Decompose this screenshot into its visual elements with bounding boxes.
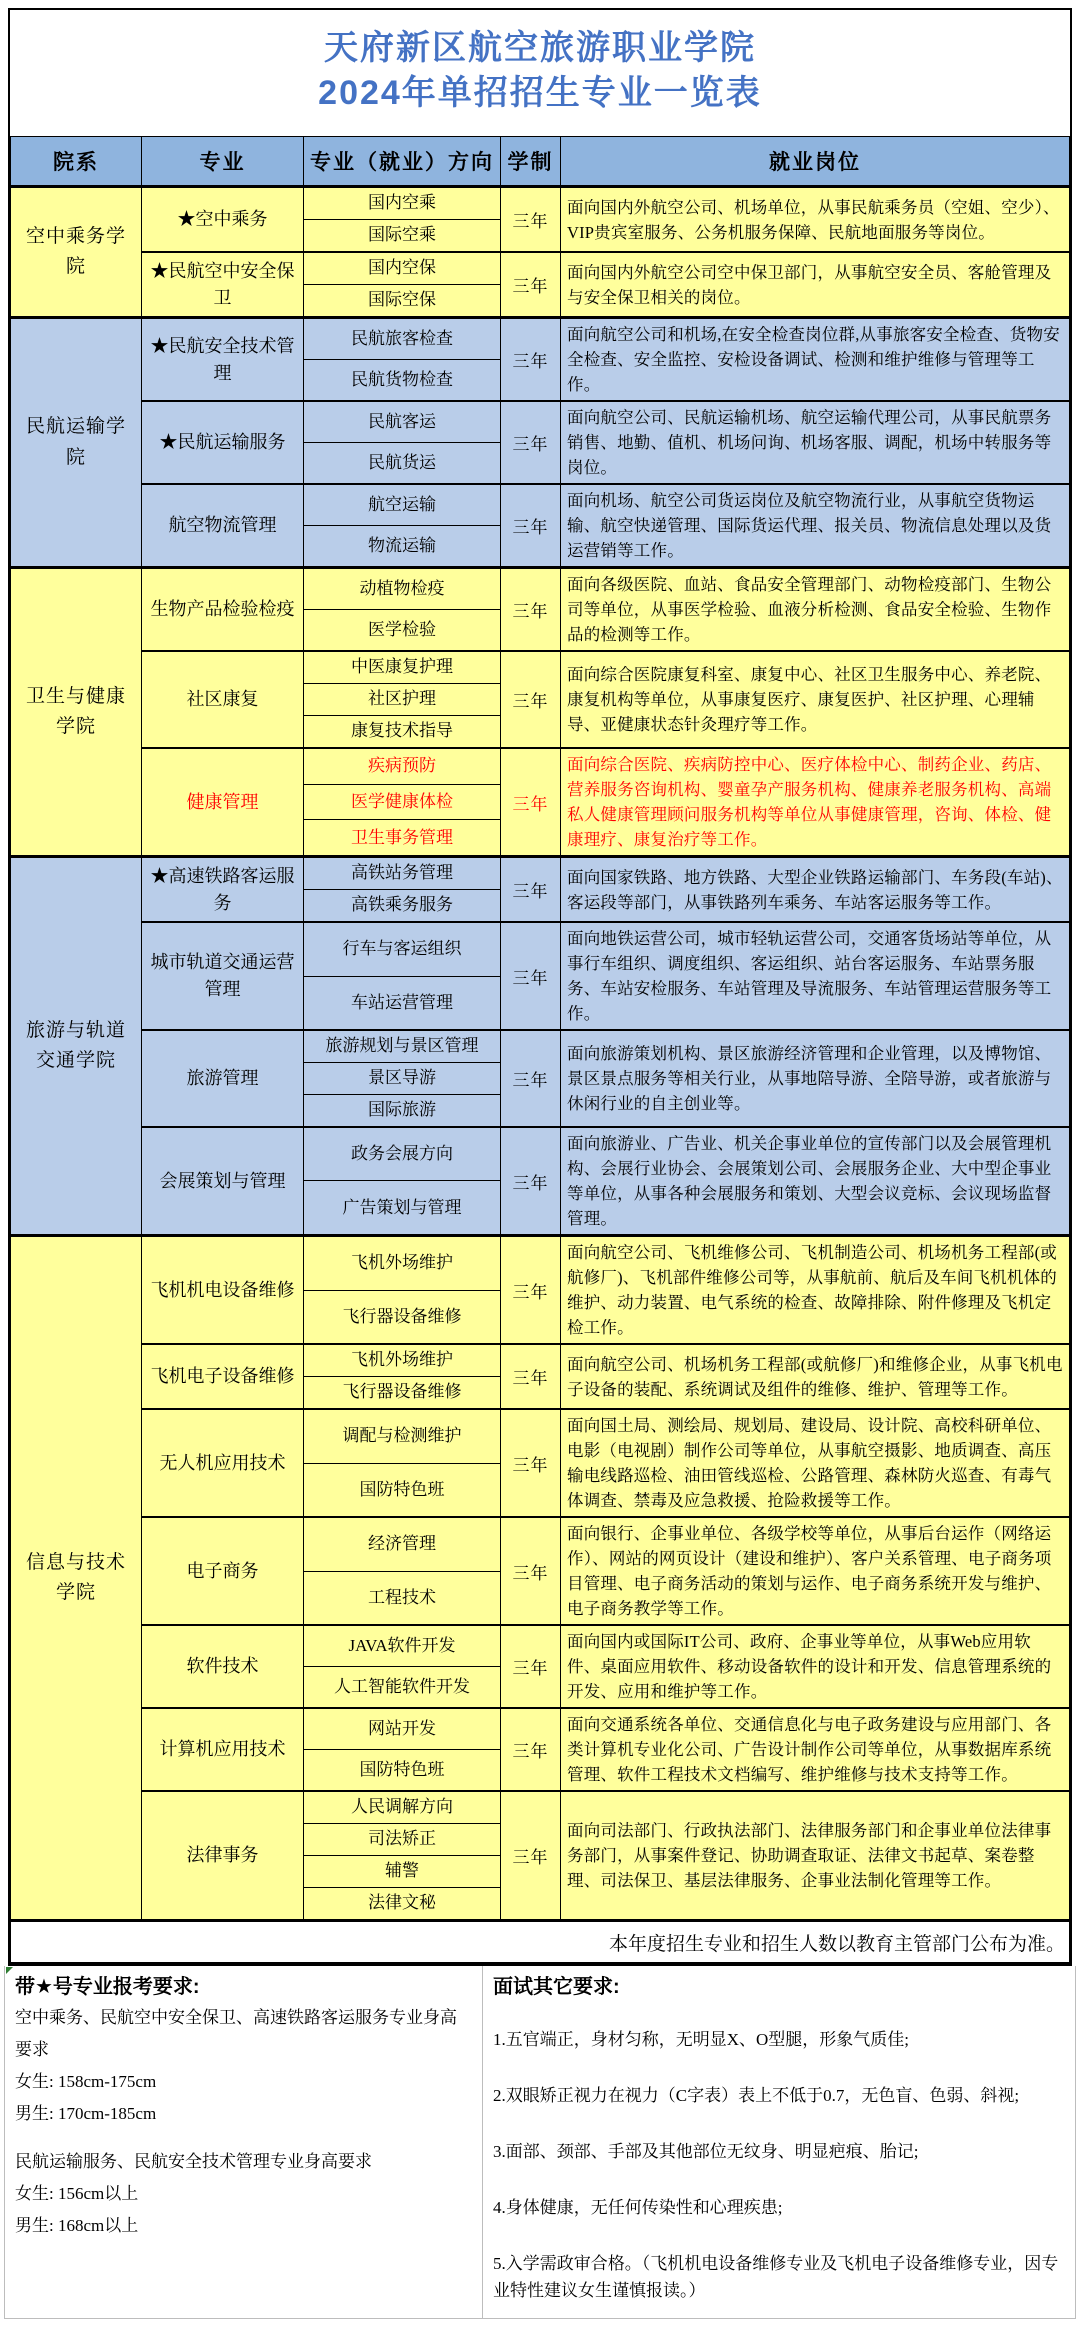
star-requirements-title: 带★号专业报考要求: <box>15 1976 200 1998</box>
jobs-cell: 面向航空公司、民航运输机场、航空运输代理公司，从事民航票务销售、地勤、值机、机场问询、机场客服、调配，机场中转服务等岗位。 <box>561 401 1070 484</box>
direction-cell: 民航货运 <box>304 443 501 485</box>
page-title-line2: 2024年单招招生专业一览表 <box>318 74 762 112</box>
page-title-line1: 天府新区航空旅游职业学院 <box>324 29 756 67</box>
footer-note: 本年度招生专业和招生人数以教育主管部门公布为准。 <box>11 1921 1070 1964</box>
direction-cell: 高铁站务管理 <box>304 857 501 890</box>
major-cell: 软件技术 <box>142 1625 304 1708</box>
star-major-requirements <box>5 1966 483 2318</box>
excel-corner-marker-icon <box>6 1967 13 1974</box>
jobs-cell: 面向国内或国际IT公司、政府、企事业等单位，从事Web应用软件、桌面应用软件、移动设备软件的设计和开发、信息管理系统的开发、应用和维护等工作。 <box>561 1625 1070 1708</box>
major-cell: ★民航空中安全保卫 <box>142 252 304 318</box>
table-row <box>11 187 1070 220</box>
jobs-cell: 面向各级医院、血站、食品安全管理部门、动物检疫部门、生物公司等单位，从事医学检验、血液分析检测、食品安全检验、生物作品的检测等工作。 <box>561 568 1070 652</box>
direction-cell: 飞行器设备维修 <box>304 1290 501 1344</box>
college-cell: 民航运输学院 <box>11 318 142 568</box>
table-row <box>11 651 1070 684</box>
interview-requirement-item: 2.双眼矫正视力在视力（C字表）表上不低于0.7，无色盲、色弱、斜视; <box>493 2086 1020 2105</box>
table-row <box>11 401 1070 443</box>
duration-cell: 三年 <box>501 748 561 857</box>
major-cell: 电子商务 <box>142 1517 304 1625</box>
jobs-cell: 面向银行、企事业单位、各级学校等单位，从事后台运作（网络运作）、网站的网页设计（建设和维护）、客户关系管理、电子商务项目管理、电子商务活动的策划与运作、电子商务系统开发与维护、电子商务教学等工作。 <box>561 1517 1070 1625</box>
duration-cell: 三年 <box>501 1625 561 1708</box>
table-row <box>11 484 1070 525</box>
major-cell: 法律事务 <box>142 1791 304 1921</box>
table-row <box>11 748 1070 784</box>
table-row <box>11 252 1070 285</box>
direction-cell: 行车与客运组织 <box>304 922 501 976</box>
direction-cell: 网站开发 <box>304 1708 501 1750</box>
table-row <box>11 1708 1070 1750</box>
direction-cell: 国内空保 <box>304 252 501 285</box>
jobs-cell: 面向综合医院、疾病防控中心、医疗体检中心、制药企业、药店、营养服务咨询机构、婴童孕产服务机构、健康养老服务机构、高端私人健康管理顾问服务机构等单位从事健康管理，咨询、体检、健康理疗、康复治疗等工作。 <box>561 748 1070 857</box>
height-requirement-line: 男生: 168cm以上 <box>15 2216 139 2235</box>
major-cell: 健康管理 <box>142 748 304 857</box>
direction-cell: 调配与检测维护 <box>304 1409 501 1463</box>
direction-cell: JAVA软件开发 <box>304 1625 501 1667</box>
major-cell: 生物产品检验检疫 <box>142 568 304 652</box>
direction-cell: 国际空保 <box>304 285 501 318</box>
direction-cell: 司法矫正 <box>304 1824 501 1856</box>
major-cell: ★民航安全技术管理 <box>142 318 304 402</box>
page <box>0 8 1080 2319</box>
major-cell: 旅游管理 <box>142 1030 304 1127</box>
major-cell: ★高速铁路客运服务 <box>142 857 304 923</box>
enrollment-table-sheet <box>8 8 1072 1966</box>
header-college: 院系 <box>11 137 142 187</box>
direction-cell: 法律文秘 <box>304 1888 501 1921</box>
major-cell: ★空中乘务 <box>142 187 304 253</box>
college-cell: 旅游与轨道交通学院 <box>11 857 142 1236</box>
major-cell: 社区康复 <box>142 651 304 748</box>
direction-cell: 中医康复护理 <box>304 651 501 684</box>
direction-cell: 航空运输 <box>304 484 501 525</box>
jobs-cell: 面向机场、航空公司货运岗位及航空物流行业，从事航空货物运输、航空快递管理、国际货运代理、报关员、物流信息处理以及货运营销等工作。 <box>561 484 1070 568</box>
major-cell: 飞机机电设备维修 <box>142 1236 304 1345</box>
direction-cell: 民航旅客检查 <box>304 318 501 360</box>
college-cell: 卫生与健康学院 <box>11 568 142 857</box>
direction-cell: 民航货物检查 <box>304 360 501 401</box>
direction-cell: 医学检验 <box>304 610 501 651</box>
direction-cell: 旅游规划与景区管理 <box>304 1030 501 1063</box>
direction-cell: 康复技术指导 <box>304 716 501 749</box>
duration-cell: 三年 <box>501 187 561 253</box>
duration-cell: 三年 <box>501 401 561 484</box>
duration-cell: 三年 <box>501 651 561 748</box>
header-duration: 学制 <box>501 137 561 187</box>
direction-cell: 景区导游 <box>304 1063 501 1095</box>
table-row <box>11 857 1070 890</box>
height-requirement-line: 女生: 156cm以上 <box>15 2184 139 2203</box>
direction-cell: 广告策划与管理 <box>304 1181 501 1236</box>
direction-cell: 物流运输 <box>304 525 501 567</box>
direction-cell: 民航客运 <box>304 401 501 443</box>
duration-cell: 三年 <box>501 1344 561 1409</box>
jobs-cell: 面向航空公司、飞机维修公司、飞机制造公司、机场机务工程部(或航修厂)、飞机部件维修公司等，从事航前、航后及车间飞机机体的维护、动力装置、电气系统的检查、故障排除、附件修理及飞机定检工作。 <box>561 1236 1070 1345</box>
jobs-cell: 面向国土局、测绘局、规划局、建设局、设计院、高校科研单位、电影（电视剧）制作公司等单位，从事航空摄影、地质调查、高压输电线路巡检、油田管线巡检、公路管理、森林防火巡查、有毒气体调查、禁毒及应急救援、抢险救援等工作。 <box>561 1409 1070 1517</box>
duration-cell: 三年 <box>501 1409 561 1517</box>
major-cell: 无人机应用技术 <box>142 1409 304 1517</box>
table-row <box>11 1791 1070 1824</box>
table-row <box>11 1344 1070 1377</box>
table-row <box>11 318 1070 360</box>
duration-cell: 三年 <box>501 1030 561 1127</box>
direction-cell: 国防特色班 <box>304 1750 501 1792</box>
jobs-cell: 面向司法部门、行政执法部门、法律服务部门和企事业单位法律事务部门，从事案件登记、协助调查取证、法律文书起草、案卷整理、司法保卫、基层法律服务、企事业法制化管理等工作。 <box>561 1791 1070 1921</box>
direction-cell: 飞行器设备维修 <box>304 1377 501 1410</box>
table-row <box>11 1409 1070 1463</box>
direction-cell: 人工智能软件开发 <box>304 1667 501 1709</box>
table-row <box>11 922 1070 976</box>
table-row <box>11 1517 1070 1571</box>
duration-cell: 三年 <box>501 1708 561 1791</box>
table-footer-row <box>11 1921 1070 1964</box>
direction-cell: 国际旅游 <box>304 1095 501 1128</box>
height-requirement-line: 民航运输服务、民航安全技术管理专业身高要求 <box>15 2152 372 2171</box>
duration-cell: 三年 <box>501 1791 561 1921</box>
direction-cell: 国防特色班 <box>304 1463 501 1517</box>
header-jobs: 就业岗位 <box>561 137 1070 187</box>
direction-cell: 国际空乘 <box>304 220 501 253</box>
major-cell: 计算机应用技术 <box>142 1708 304 1791</box>
height-requirement-line: 女生: 158cm-175cm <box>15 2072 157 2091</box>
direction-cell: 经济管理 <box>304 1517 501 1571</box>
direction-cell: 人民调解方向 <box>304 1791 501 1824</box>
jobs-cell: 面向航空公司和机场,在安全检查岗位群,从事旅客安全检查、货物安全检查、安全监控、安检设备调试、检测和维护维修与管理等工作。 <box>561 318 1070 402</box>
interview-requirement-item: 3.面部、颈部、手部及其他部位无纹身、明显疤痕、胎记; <box>493 2142 919 2161</box>
major-cell: ★民航运输服务 <box>142 401 304 484</box>
interview-requirement-item: 4.身体健康，无任何传染性和心理疾患; <box>493 2198 783 2217</box>
direction-cell: 国内空乘 <box>304 187 501 220</box>
duration-cell: 三年 <box>501 922 561 1030</box>
direction-cell: 动植物检疫 <box>304 568 501 610</box>
direction-cell: 车站运营管理 <box>304 976 501 1030</box>
direction-cell: 疾病预防 <box>304 748 501 784</box>
majors-table <box>10 136 1070 1964</box>
jobs-cell: 面向国内外航空公司空中保卫部门，从事航空安全员、客舱管理及与安全保卫相关的岗位。 <box>561 252 1070 318</box>
duration-cell: 三年 <box>501 857 561 923</box>
header-direction: 专业（就业）方向 <box>304 137 501 187</box>
major-cell: 城市轨道交通运营管理 <box>142 922 304 1030</box>
table-row <box>11 1236 1070 1291</box>
duration-cell: 三年 <box>501 252 561 318</box>
jobs-cell: 面向综合医院康复科室、康复中心、社区卫生服务中心、养老院、康复机构等单位，从事康复医疗、康复医护、社区护理、心理辅导、亚健康状态针灸理疗等工作。 <box>561 651 1070 748</box>
table-row <box>11 568 1070 610</box>
major-cell: 飞机电子设备维修 <box>142 1344 304 1409</box>
interview-requirements <box>483 1966 1075 2318</box>
direction-cell: 飞机外场维护 <box>304 1236 501 1291</box>
direction-cell: 飞机外场维护 <box>304 1344 501 1377</box>
duration-cell: 三年 <box>501 1236 561 1345</box>
direction-cell: 医学健康体检 <box>304 784 501 820</box>
table-row <box>11 1127 1070 1181</box>
duration-cell: 三年 <box>501 568 561 652</box>
requirements-notes <box>4 1966 1076 2319</box>
direction-cell: 工程技术 <box>304 1571 501 1625</box>
jobs-cell: 面向国家铁路、地方铁路、大型企业铁路运输部门、车务段(车站)、客运段等部门，从事铁路列车乘务、车站客运服务等工作。 <box>561 857 1070 923</box>
table-row <box>11 1030 1070 1063</box>
page-title <box>10 10 1070 136</box>
table-row <box>11 1625 1070 1667</box>
direction-cell: 高铁乘务服务 <box>304 890 501 923</box>
height-requirement-line: 空中乘务、民航空中安全保卫、高速铁路客运服务专业身高要求 <box>15 2008 457 2059</box>
interview-requirement-item: 1.五官端正，身材匀称，无明显X、O型腿，形象气质佳; <box>493 2030 910 2049</box>
major-cell: 会展策划与管理 <box>142 1127 304 1236</box>
jobs-cell: 面向旅游业、广告业、机关企事业单位的宣传部门以及会展管理机构、会展行业协会、会展策划公司、会展服务企业、大中型企事业等单位，从事各种会展服务和策划、大型会议竞标、会议现场监督管理。 <box>561 1127 1070 1236</box>
jobs-cell: 面向旅游策划机构、景区旅游经济管理和企业管理，以及博物馆、景区景点服务等相关行业，从事地陪导游、全陪导游，或者旅游与休闲行业的自主创业等。 <box>561 1030 1070 1127</box>
direction-cell: 社区护理 <box>304 684 501 716</box>
table-header-row <box>11 137 1070 187</box>
jobs-cell: 面向交通系统各单位、交通信息化与电子政务建设与应用部门、各类计算机专业化公司、广告设计制作公司等单位，从事数据库系统管理、软件工程技术文档编写、维护维修与技术支持等工作。 <box>561 1708 1070 1791</box>
interview-requirements-title: 面试其它要求: <box>493 1976 620 1998</box>
duration-cell: 三年 <box>501 484 561 568</box>
jobs-cell: 面向航空公司、机场机务工程部(或航修厂)和维修企业，从事飞机电子设备的装配、系统调试及组件的维修、维护、管理等工作。 <box>561 1344 1070 1409</box>
duration-cell: 三年 <box>501 1517 561 1625</box>
major-cell: 航空物流管理 <box>142 484 304 568</box>
height-requirement-line <box>15 2130 472 2146</box>
college-cell: 空中乘务学院 <box>11 187 142 318</box>
college-cell: 信息与技术学院 <box>11 1236 142 1921</box>
height-requirement-line: 男生: 170cm-185cm <box>15 2104 157 2123</box>
interview-requirement-item: 5.入学需政审合格。（飞机机电设备维修专业及飞机电子设备维修专业，因专业特性建议女生谨慎报读。） <box>493 2254 1059 2300</box>
jobs-cell: 面向国内外航空公司、机场单位，从事民航乘务员（空姐、空少）、VIP贵宾室服务、公务机服务保障、民航地面服务等岗位。 <box>561 187 1070 253</box>
direction-cell: 卫生事务管理 <box>304 820 501 857</box>
header-major: 专业 <box>142 137 304 187</box>
duration-cell: 三年 <box>501 1127 561 1236</box>
direction-cell: 政务会展方向 <box>304 1127 501 1181</box>
direction-cell: 辅警 <box>304 1856 501 1888</box>
duration-cell: 三年 <box>501 318 561 402</box>
jobs-cell: 面向地铁运营公司，城市轻轨运营公司，交通客货场站等单位，从事行车组织、调度组织、客运组织、站台客运服务、车站票务服务、车站安检服务、车站管理及导流服务、车站管理运营服务等工作。 <box>561 922 1070 1030</box>
